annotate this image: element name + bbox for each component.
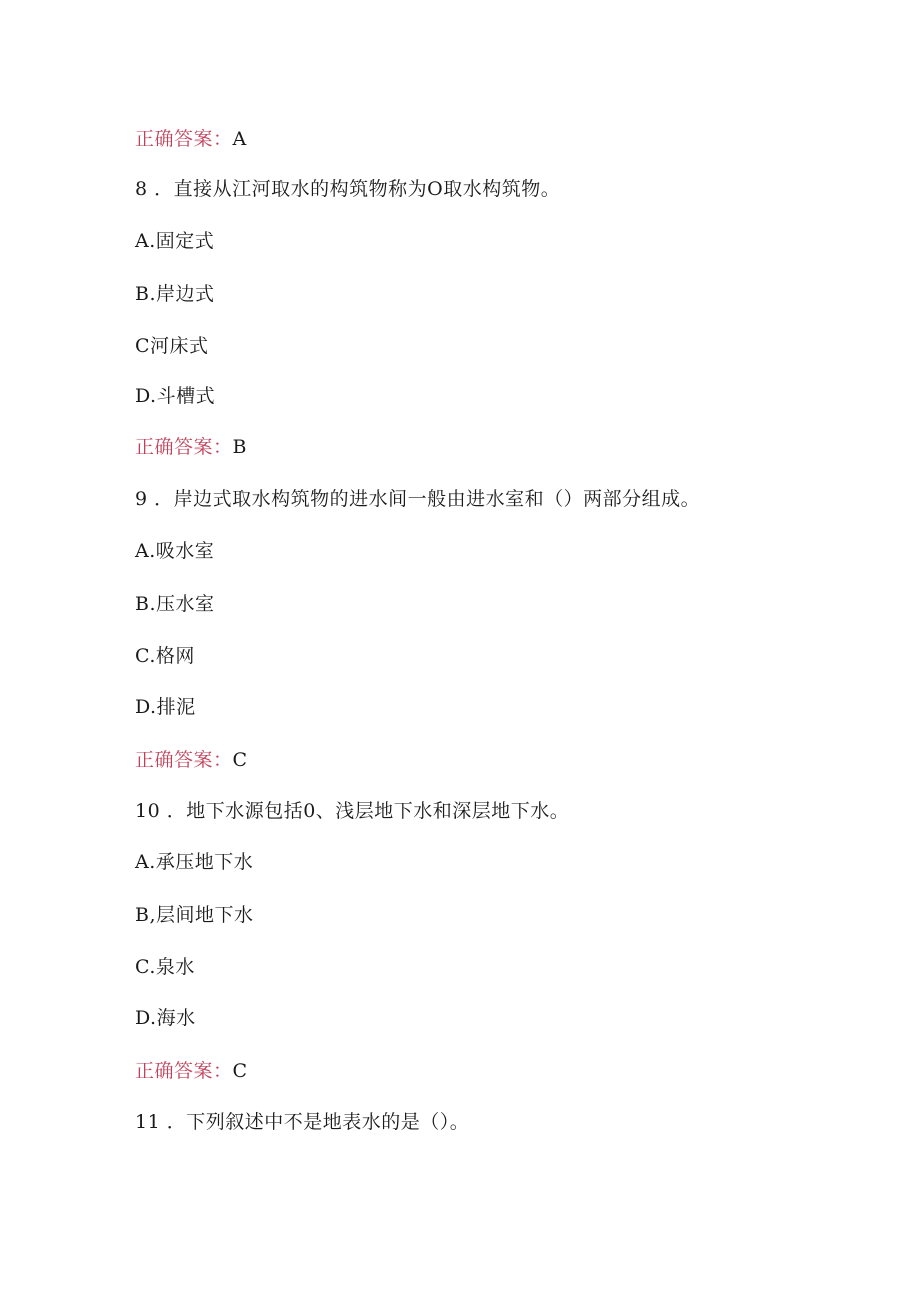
question-8-option-a: A.固定式 — [135, 230, 215, 252]
question-8-option-b: B.岸边式 — [135, 283, 215, 305]
answer-label: 正确答案： — [135, 749, 233, 771]
question-9-option-a: A.吸水室 — [135, 540, 215, 562]
question-10-option-d: D.海水 — [135, 1007, 196, 1029]
answer-label: 正确答案： — [135, 128, 233, 150]
question-9-option-c: C.格网 — [135, 645, 195, 667]
question-9-text: 9 ．岸边式取水构筑物的进水间一般由进水室和（）两部分组成。 — [135, 488, 701, 510]
answer-line-9 — [135, 748, 248, 772]
question-8-option-d: D.斗槽式 — [135, 385, 216, 407]
question-10-option-b: B,层间地下水 — [135, 904, 254, 926]
question-11-text: 11 ．下列叙述中不是地表水的是（）。 — [135, 1111, 470, 1133]
question-8-text: 8 ．直接从江河取水的构筑物称为O取水构筑物。 — [135, 178, 561, 200]
question-9-option-d: D.排泥 — [135, 696, 196, 718]
answer-line-8 — [135, 435, 247, 459]
answer-value: B — [232, 436, 247, 458]
answer-value: C — [232, 749, 248, 771]
question-8-option-c: C河床式 — [135, 335, 209, 357]
question-10-option-c: C.泉水 — [135, 956, 195, 978]
answer-line-7 — [135, 127, 247, 151]
question-9-option-b: B.压水室 — [135, 593, 215, 615]
answer-label: 正确答案： — [135, 1060, 233, 1082]
answer-line-10 — [135, 1059, 248, 1083]
answer-value: C — [232, 1060, 248, 1082]
answer-value: A — [232, 128, 247, 150]
answer-label: 正确答案： — [135, 436, 233, 458]
question-10-option-a: A.承压地下水 — [135, 851, 254, 873]
question-10-text: 10 ．地下水源包括0、浅层地下水和深层地下水。 — [135, 800, 570, 822]
